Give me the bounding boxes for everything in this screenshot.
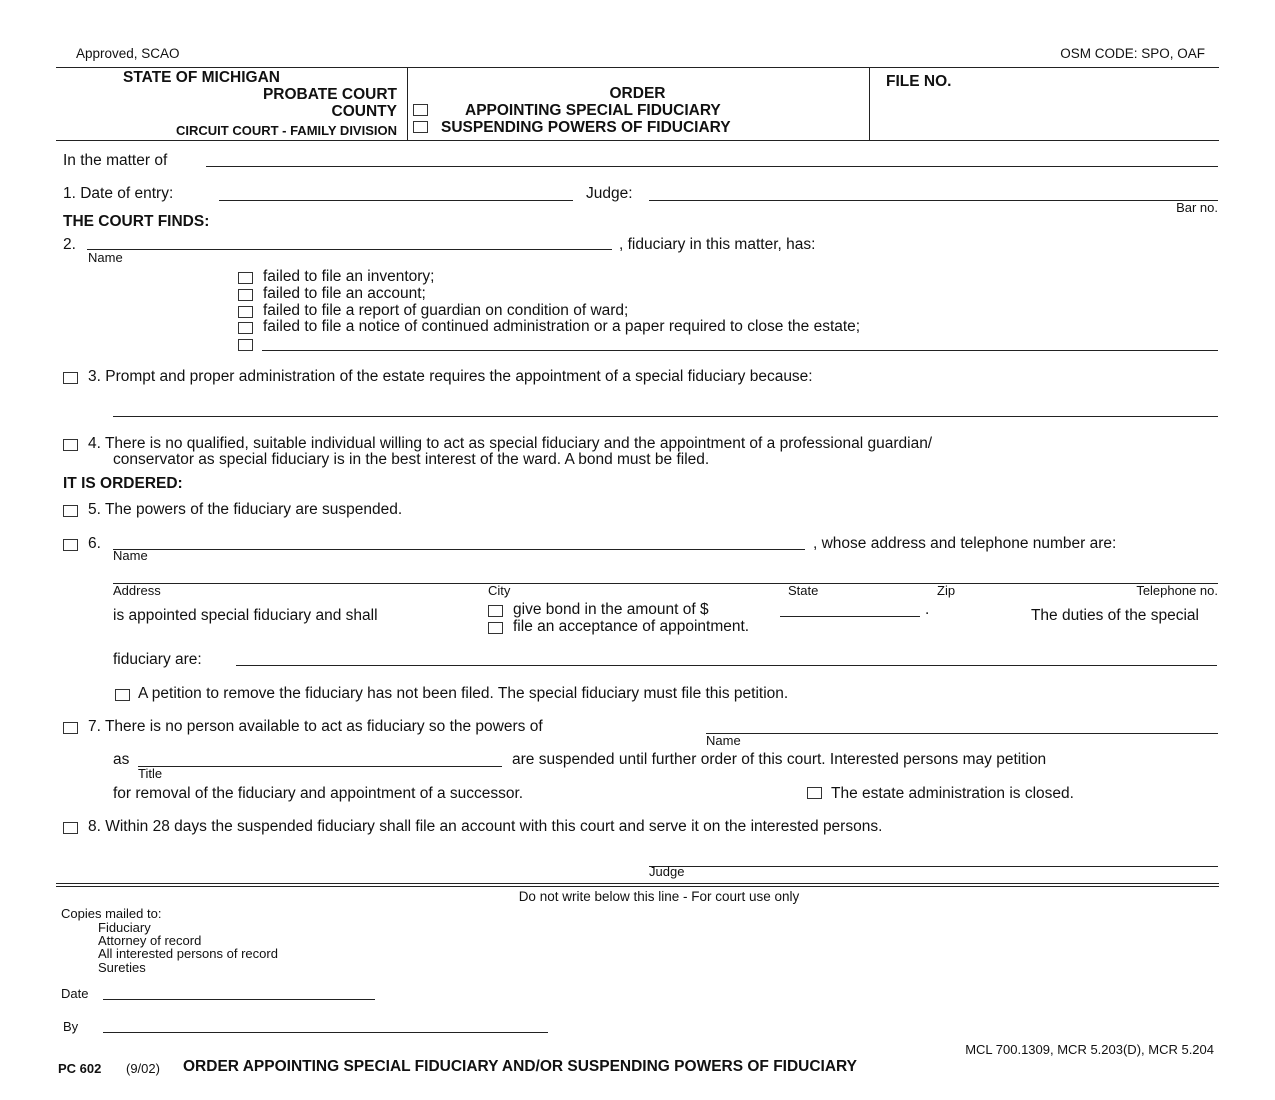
duties-label: fiduciary are: [113,651,202,668]
duties-field[interactable] [236,665,1217,666]
petition-checkbox[interactable] [115,689,130,701]
item6-text: , whose address and telephone number are: [813,535,1117,552]
court-use-note: Do not write below this line - For court use only [518,889,800,904]
item2-number: 2. [63,236,76,253]
estate-closed-text: The estate administration is closed. [831,785,1074,802]
item7-name-field[interactable] [706,733,1218,734]
acceptance-text: file an acceptance of appointment. [513,618,750,635]
matter-label: In the matter of [63,152,168,169]
title-field[interactable] [138,766,502,767]
suspending-option: SUSPENDING POWERS OF FIDUCIARY [441,119,731,136]
appointing-option: APPOINTING SPECIAL FIDUCIARY [465,102,721,119]
item6-name-caption: Name [113,548,148,563]
failure-checkbox-2[interactable] [238,289,253,301]
appointing-checkbox[interactable] [413,104,428,116]
as-label: as [113,751,130,768]
failure-inventory: failed to file an inventory; [263,268,435,285]
bond-checkbox[interactable] [488,605,503,617]
bar-no-caption: Bar no. [1176,200,1218,215]
failure-other-field[interactable] [262,350,1218,351]
bond-text: give bond in the amount of $ [513,601,709,618]
judge-label: Judge: [586,185,633,202]
item7-name-caption: Name [706,733,741,748]
failure-guardian-report: failed to file a report of guardian on condition of ward; [263,302,629,319]
item8-checkbox[interactable] [63,822,78,834]
item3-checkbox[interactable] [63,372,78,384]
item8-text: 8. Within 28 days the suspended fiduciary shall file an account with this court and serve it on the interested persons. [88,818,883,835]
county-label: COUNTY [331,103,397,120]
failure-checkbox-other[interactable] [238,339,253,351]
caption-top-rule [56,67,1219,68]
recipient-interested-persons: All interested persons of record [98,946,278,961]
caption-divider-2 [869,67,870,140]
duties-text: The duties of the special [1030,607,1199,624]
file-no-label: FILE NO. [886,73,952,90]
title-caption: Title [138,766,163,781]
failure-account: failed to file an account; [263,285,426,302]
form-title: ORDER APPOINTING SPECIAL FIDUCIARY AND/OR SUSPENDING POWERS OF FIDUCIARY [183,1058,858,1075]
item2-text: , fiduciary in this matter, has: [619,236,816,253]
address-field[interactable] [113,583,1218,584]
date-of-entry-field[interactable] [219,200,573,201]
failure-notice: failed to file a notice of continued administration or a paper required to close the estate; [263,318,861,335]
failure-checkbox-3[interactable] [238,306,253,318]
item5-text: 5. The powers of the fiduciary are suspended. [88,501,403,518]
item4-line1: 4. There is no qualified, suitable individual willing to act as special fiduciary and the appointment of a professional guardian/ [88,435,933,452]
court-finds-heading: THE COURT FINDS: [63,213,210,230]
court-use-rule-2 [56,886,1219,887]
form-date: (9/02) [126,1061,160,1076]
failure-checkbox-1[interactable] [238,272,253,284]
item3-reason-field[interactable] [113,416,1218,417]
item6-checkbox[interactable] [63,539,78,551]
suspending-checkbox[interactable] [413,121,428,133]
osm-code: OSM CODE: SPO, OAF [1060,46,1205,61]
judge-field[interactable] [649,200,1218,201]
zip-caption: Zip [937,583,956,598]
date-field[interactable] [103,999,375,1000]
item6-number: 6. [88,535,101,552]
address-caption: Address [113,583,161,598]
court-use-rule-1 [56,883,1219,884]
removal-text: for removal of the fiduciary and appointment of a successor. [113,785,524,802]
judge-signature-field[interactable] [649,866,1218,867]
bond-amount-field[interactable] [780,616,920,617]
petition-text: A petition to remove the fiduciary has not been filed. The special fiduciary must file this petition. [138,685,789,702]
item5-checkbox[interactable] [63,505,78,517]
circuit-court-label: CIRCUIT COURT - FAMILY DIVISION [175,123,397,138]
telephone-caption: Telephone no. [1136,583,1218,598]
item7-checkbox[interactable] [63,722,78,734]
by-field[interactable] [103,1032,548,1033]
approved-note: Approved, SCAO [76,46,180,61]
it-is-ordered-heading: IT IS ORDERED: [63,475,183,492]
order-title: ORDER [609,85,666,102]
caption-bottom-rule [56,140,1219,141]
item7-text: 7. There is no person available to act as fiduciary so the powers of [88,718,543,735]
city-caption: City [488,583,511,598]
recipient-fiduciary: Fiduciary [98,920,151,935]
fiduciary-name-caption: Name [88,250,123,265]
item3-text: 3. Prompt and proper administration of the estate requires the appointment of a special fiduciary because: [88,368,813,385]
recipient-sureties: Sureties [98,960,146,975]
recipient-attorney: Attorney of record [98,933,202,948]
date-label: Date [61,986,89,1001]
item4-line2: conservator as special fiduciary is in the best interest of the ward. A bond must be filed. [113,451,710,468]
judge-signature-caption: Judge [649,864,685,879]
form-number: PC 602 [58,1061,102,1076]
matter-field[interactable] [206,166,1218,167]
copies-mailed-label: Copies mailed to: [61,906,162,921]
fiduciary-name-field[interactable] [87,249,612,250]
date-of-entry-label: 1. Date of entry: [63,185,174,202]
caption-divider-1 [407,67,408,140]
bond-period: . [925,601,930,618]
acceptance-checkbox[interactable] [488,622,503,634]
appointed-text: is appointed special fiduciary and shall [113,607,378,624]
suspended-text: are suspended until further order of this court. Interested persons may petition [512,751,1047,768]
by-label: By [63,1019,79,1034]
special-fiduciary-name-field[interactable] [113,549,805,550]
state-title: STATE OF MICHIGAN [123,69,280,86]
state-caption: State [788,583,819,598]
item4-checkbox[interactable] [63,439,78,451]
citation: MCL 700.1309, MCR 5.203(D), MCR 5.204 [965,1042,1214,1057]
estate-closed-checkbox[interactable] [807,787,822,799]
failure-checkbox-4[interactable] [238,322,253,334]
probate-court-title: PROBATE COURT [262,86,397,103]
